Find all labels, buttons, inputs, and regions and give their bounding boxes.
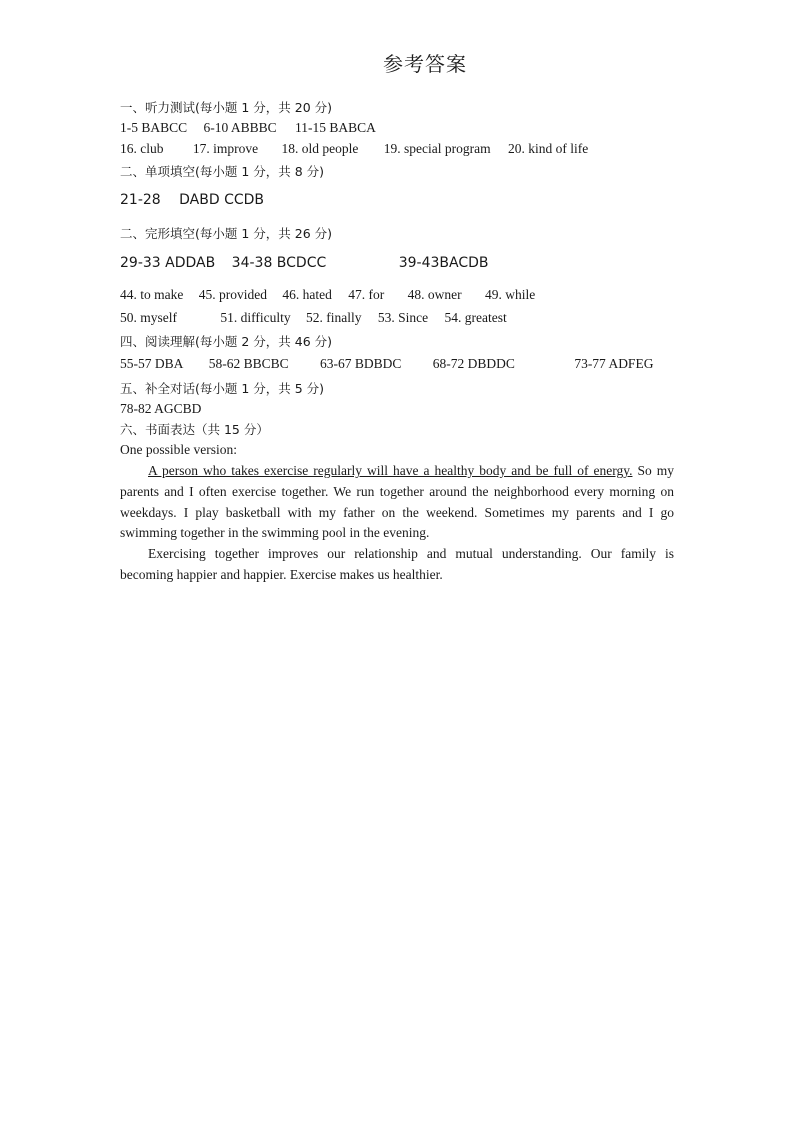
section-heading-writing: 六、书面表达（共 15 分） xyxy=(120,422,269,437)
answer-group: 6-10 ABBBC xyxy=(203,120,277,135)
answer-group: 55-57 DBA xyxy=(120,356,184,371)
answer-group: 68-72 DBDDC xyxy=(432,356,515,371)
section-heading-single-choice: 二、单项填空(每小题 1 分，共 8 分) xyxy=(120,164,325,179)
answer-row-21-28 xyxy=(120,192,264,208)
answer-row-1-15 xyxy=(120,120,376,136)
paragraph-text: So my parents and I often exercise together. We run together around the neighborhood every morning on weekdays. I play basketball with my father on the weekend. Sometimes my parents and I go swimming together in the swimming pool in the evening. xyxy=(120,463,674,541)
answer-item: 48. owner xyxy=(407,287,462,302)
answer-item: 45. provided xyxy=(198,287,267,302)
answer-row-44-49 xyxy=(120,287,535,303)
answer-group: 1-5 BABCC xyxy=(120,120,188,135)
answer-group: 39-43BACDB xyxy=(398,255,489,271)
answer-item: 54. greatest xyxy=(444,310,507,325)
section-heading-listening: 一、听力测试(每小题 1 分，共 20 分) xyxy=(120,100,333,115)
answer-row-50-54 xyxy=(120,310,507,326)
essay-paragraph-2: Exercising together improves our relationship and mutual understanding. Our family is becoming happier and happier. Exercise makes us healthier. xyxy=(120,546,674,582)
answer-item: 49. while xyxy=(485,287,536,302)
answer-item: 52. finally xyxy=(306,310,362,325)
answer-range: 21-28 xyxy=(120,192,161,208)
answer-item: 20. kind of life xyxy=(507,141,589,156)
answer-item: 53. Since xyxy=(377,310,429,325)
answer-group: 63-67 BDBDC xyxy=(320,356,402,371)
answer-row-55-77 xyxy=(120,356,653,372)
essay-paragraph-1 xyxy=(120,461,674,544)
answer-item: 19. special program xyxy=(383,141,491,156)
answer-group: DABD CCDB xyxy=(179,192,265,208)
answer-group: 78-82 AGCBD xyxy=(120,401,202,416)
writing-intro: One possible version: xyxy=(120,442,237,457)
answer-group: 11-15 BABCA xyxy=(295,120,376,135)
answer-row-29-43 xyxy=(120,255,489,271)
answer-item: 16. club xyxy=(120,141,164,156)
answer-row-16-20 xyxy=(120,141,588,157)
section-heading-reading: 四、阅读理解(每小题 2 分，共 46 分) xyxy=(120,334,333,349)
answer-group: 58-62 BBCBC xyxy=(208,356,289,371)
answer-item: 17. improve xyxy=(192,141,259,156)
answer-group: 73-77 ADFEG xyxy=(574,356,654,371)
answer-group: 34-38 BCDCC xyxy=(231,255,327,271)
section-heading-dialogue: 五、补全对话(每小题 1 分，共 5 分) xyxy=(120,381,325,396)
section-heading-cloze: 二、完形填空(每小题 1 分，共 26 分) xyxy=(120,226,333,241)
answer-item: 46. hated xyxy=(282,287,332,302)
page-title: 参考答案 xyxy=(383,52,467,76)
answer-item: 51. difficulty xyxy=(220,310,291,325)
answer-item: 47. for xyxy=(348,287,385,302)
underlined-topic-sentence: A person who takes exercise regularly will have a healthy body and be full of energy. xyxy=(148,463,633,478)
answer-item: 44. to make xyxy=(120,287,184,302)
answer-item: 18. old people xyxy=(281,141,359,156)
answer-row-78-82 xyxy=(120,401,201,417)
answer-item: 50. myself xyxy=(120,310,177,325)
answer-group: 29-33 ADDAB xyxy=(120,255,216,271)
